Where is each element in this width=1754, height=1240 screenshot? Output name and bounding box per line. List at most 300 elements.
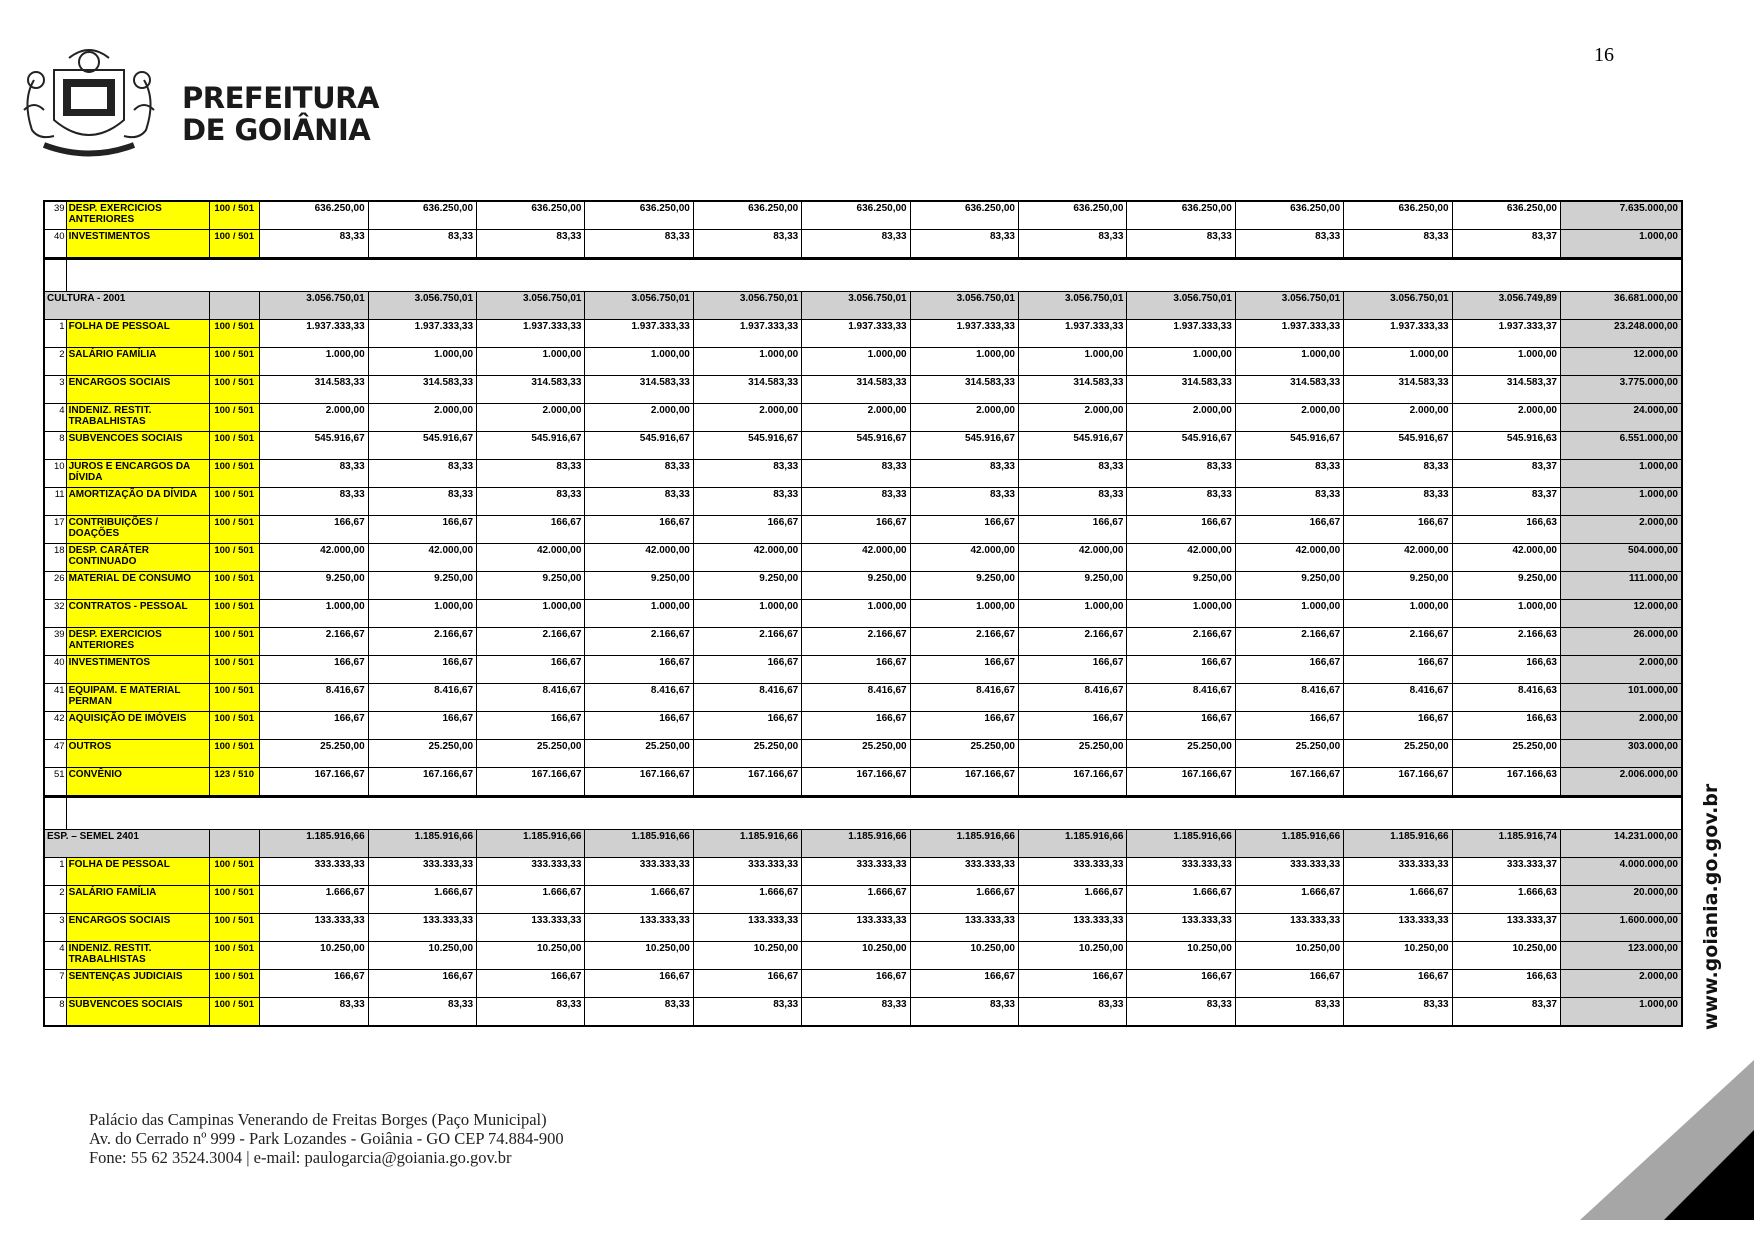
month-value: 8.416,67: [693, 684, 801, 712]
table-row: [44, 460, 1682, 488]
month-value: 83,33: [1235, 998, 1343, 1027]
month-value: 1.000,00: [260, 348, 368, 376]
month-value: 83,33: [910, 230, 1018, 259]
month-value: 2.000,00: [910, 404, 1018, 432]
item-description: CONTRATOS - PESSOAL: [66, 600, 210, 628]
month-value: 83,33: [477, 488, 585, 516]
month-value: 133.333,33: [1127, 914, 1235, 942]
month-value: 167.166,67: [260, 768, 368, 797]
month-value: 333.333,33: [368, 858, 476, 886]
month-value: 1.000,00: [1235, 348, 1343, 376]
row-total: 2.000,00: [1560, 970, 1682, 998]
month-value: 1.666,67: [1235, 886, 1343, 914]
month-value: 83,33: [368, 998, 476, 1027]
month-value: 1.937.333,33: [802, 320, 910, 348]
month-value: 83,37: [1452, 998, 1560, 1027]
month-value: 1.666,67: [368, 886, 476, 914]
month-value: 10.250,00: [1235, 942, 1343, 970]
item-fonte: 100 / 501: [210, 404, 260, 432]
month-value: 83,33: [1019, 460, 1127, 488]
website-url: www.goiania.go.gov.br: [1700, 783, 1722, 1030]
month-value: 636.250,00: [693, 201, 801, 230]
table-row: [44, 572, 1682, 600]
item-fonte: 100 / 501: [210, 970, 260, 998]
month-value: 83,33: [1127, 460, 1235, 488]
section-month-value: 1.185.916,66: [1235, 830, 1343, 858]
item-fonte: 100 / 501: [210, 886, 260, 914]
month-value: 83,33: [1344, 460, 1452, 488]
month-value: 83,33: [585, 488, 693, 516]
footer-line-1: Palácio das Campinas Venerando de Freitas Borges (Paço Municipal): [89, 1110, 547, 1129]
table-row: [44, 858, 1682, 886]
month-value: 166,67: [260, 656, 368, 684]
section-header-row: [44, 830, 1682, 858]
month-value: 166,67: [368, 656, 476, 684]
row-total: 1.000,00: [1560, 998, 1682, 1027]
month-value: 545.916,67: [1235, 432, 1343, 460]
month-value: 8.416,67: [910, 684, 1018, 712]
item-description: CONVÊNIO: [66, 768, 210, 797]
month-value: 10.250,00: [585, 942, 693, 970]
row-total: 111.000,00: [1560, 572, 1682, 600]
section-title: CULTURA - 2001: [44, 292, 210, 320]
section-month-value: 3.056.750,01: [802, 292, 910, 320]
month-value: 314.583,33: [1019, 376, 1127, 404]
month-value: 545.916,67: [260, 432, 368, 460]
row-total: 20.000,00: [1560, 886, 1682, 914]
month-value: 83,33: [260, 460, 368, 488]
month-value: 1.000,00: [368, 600, 476, 628]
month-value: 636.250,00: [910, 201, 1018, 230]
month-value: 314.583,33: [693, 376, 801, 404]
item-description: DESP. EXERCICIOS ANTERIORES: [66, 628, 210, 656]
item-code: 2: [44, 348, 66, 376]
month-value: 133.333,33: [368, 914, 476, 942]
month-value: 166,67: [1019, 970, 1127, 998]
month-value: 10.250,00: [1344, 942, 1452, 970]
month-value: 545.916,67: [802, 432, 910, 460]
month-value: 8.416,67: [1235, 684, 1343, 712]
month-value: 167.166,67: [477, 768, 585, 797]
month-value: 83,33: [585, 460, 693, 488]
month-value: 83,33: [477, 998, 585, 1027]
item-code: 1: [44, 320, 66, 348]
row-total: 2.006.000,00: [1560, 768, 1682, 797]
item-description: INVESTIMENTOS: [66, 656, 210, 684]
month-value: 133.333,33: [477, 914, 585, 942]
month-value: 314.583,33: [1344, 376, 1452, 404]
month-value: 166,67: [1235, 516, 1343, 544]
item-code: 26: [44, 572, 66, 600]
month-value: 333.333,33: [1235, 858, 1343, 886]
month-value: 1.000,00: [1019, 348, 1127, 376]
spacer-row: [44, 259, 1682, 292]
month-value: 166,67: [693, 712, 801, 740]
month-value: 167.166,67: [1127, 768, 1235, 797]
item-code: 4: [44, 404, 66, 432]
month-value: 166,67: [802, 712, 910, 740]
month-value: 545.916,63: [1452, 432, 1560, 460]
item-description: CONTRIBUIÇÕES / DOAÇÕES: [66, 516, 210, 544]
month-value: 166,67: [693, 656, 801, 684]
month-value: 636.250,00: [585, 201, 693, 230]
month-value: 167.166,63: [1452, 768, 1560, 797]
month-value: 166,67: [260, 516, 368, 544]
month-value: 42.000,00: [585, 544, 693, 572]
month-value: 9.250,00: [477, 572, 585, 600]
spacer-cell: [44, 797, 66, 830]
month-value: 333.333,33: [1344, 858, 1452, 886]
month-value: 166,67: [585, 712, 693, 740]
item-code: 17: [44, 516, 66, 544]
month-value: 83,37: [1452, 488, 1560, 516]
section-month-value: 1.185.916,66: [477, 830, 585, 858]
month-value: 42.000,00: [910, 544, 1018, 572]
month-value: 167.166,67: [802, 768, 910, 797]
month-value: 2.166,67: [368, 628, 476, 656]
month-value: 545.916,67: [477, 432, 585, 460]
item-description: SALÁRIO FAMÍLIA: [66, 886, 210, 914]
month-value: 8.416,67: [585, 684, 693, 712]
month-value: 1.937.333,33: [368, 320, 476, 348]
month-value: 83,33: [802, 230, 910, 259]
month-value: 333.333,33: [1019, 858, 1127, 886]
item-fonte: 100 / 501: [210, 544, 260, 572]
section-month-value: 3.056.750,01: [477, 292, 585, 320]
month-value: 545.916,67: [693, 432, 801, 460]
item-code: 40: [44, 230, 66, 259]
month-value: 166,63: [1452, 656, 1560, 684]
section-month-value: 3.056.750,01: [910, 292, 1018, 320]
month-value: 166,67: [910, 970, 1018, 998]
month-value: 42.000,00: [1344, 544, 1452, 572]
section-month-value: 3.056.750,01: [1019, 292, 1127, 320]
section-month-value: 1.185.916,66: [1127, 830, 1235, 858]
section-month-value: 1.185.916,74: [1452, 830, 1560, 858]
month-value: 1.937.333,33: [1127, 320, 1235, 348]
row-total: 1.000,00: [1560, 230, 1682, 259]
month-value: 166,67: [1344, 970, 1452, 998]
month-value: 166,63: [1452, 970, 1560, 998]
section-month-value: 1.185.916,66: [1344, 830, 1452, 858]
item-description: AQUISIÇÃO DE IMÓVEIS: [66, 712, 210, 740]
row-total: 303.000,00: [1560, 740, 1682, 768]
month-value: 1.937.333,33: [477, 320, 585, 348]
month-value: 1.000,00: [910, 348, 1018, 376]
month-value: 1.000,00: [477, 600, 585, 628]
item-description: DESP. CARÁTER CONTINUADO: [66, 544, 210, 572]
row-total: 23.248.000,00: [1560, 320, 1682, 348]
month-value: 166,63: [1452, 516, 1560, 544]
month-value: 314.583,33: [1127, 376, 1235, 404]
corner-decoration: [1580, 1060, 1754, 1220]
month-value: 1.000,00: [585, 600, 693, 628]
month-value: 2.000,00: [1019, 404, 1127, 432]
month-value: 636.250,00: [260, 201, 368, 230]
month-value: 83,33: [802, 460, 910, 488]
month-value: 166,67: [1127, 516, 1235, 544]
month-value: 1.666,67: [693, 886, 801, 914]
month-value: 1.666,67: [1127, 886, 1235, 914]
month-value: 83,33: [585, 230, 693, 259]
month-value: 83,37: [1452, 460, 1560, 488]
month-value: 166,67: [693, 516, 801, 544]
month-value: 166,67: [1127, 712, 1235, 740]
item-description: OUTROS: [66, 740, 210, 768]
month-value: 1.937.333,33: [1235, 320, 1343, 348]
section-month-value: 3.056.749,89: [1452, 292, 1560, 320]
month-value: 42.000,00: [1235, 544, 1343, 572]
month-value: 1.000,00: [585, 348, 693, 376]
month-value: 1.937.333,37: [1452, 320, 1560, 348]
month-value: 25.250,00: [1019, 740, 1127, 768]
section-month-value: 1.185.916,66: [1019, 830, 1127, 858]
table-row: [44, 432, 1682, 460]
month-value: 333.333,37: [1452, 858, 1560, 886]
month-value: 133.333,33: [1235, 914, 1343, 942]
month-value: 9.250,00: [1019, 572, 1127, 600]
item-fonte: 100 / 501: [210, 600, 260, 628]
month-value: 545.916,67: [1344, 432, 1452, 460]
month-value: 133.333,37: [1452, 914, 1560, 942]
row-total: 1.000,00: [1560, 488, 1682, 516]
row-total: 2.000,00: [1560, 516, 1682, 544]
month-value: 83,33: [1019, 230, 1127, 259]
table-row: [44, 628, 1682, 656]
month-value: 1.000,00: [1127, 348, 1235, 376]
month-value: 2.000,00: [368, 404, 476, 432]
month-value: 133.333,33: [260, 914, 368, 942]
month-value: 333.333,33: [260, 858, 368, 886]
month-value: 2.166,63: [1452, 628, 1560, 656]
month-value: 1.000,00: [1452, 348, 1560, 376]
section-month-value: 1.185.916,66: [368, 830, 476, 858]
item-fonte: 100 / 501: [210, 516, 260, 544]
item-code: 47: [44, 740, 66, 768]
spacer-cell: [66, 797, 1682, 830]
table-row: [44, 404, 1682, 432]
month-value: 25.250,00: [910, 740, 1018, 768]
item-description: SALÁRIO FAMÍLIA: [66, 348, 210, 376]
month-value: 83,33: [1344, 998, 1452, 1027]
item-code: 41: [44, 684, 66, 712]
month-value: 83,33: [477, 230, 585, 259]
item-description: INDENIZ. RESTIT. TRABALHISTAS: [66, 404, 210, 432]
month-value: 10.250,00: [693, 942, 801, 970]
month-value: 1.666,67: [585, 886, 693, 914]
month-value: 133.333,33: [802, 914, 910, 942]
month-value: 166,67: [477, 970, 585, 998]
month-value: 166,67: [1235, 970, 1343, 998]
row-total: 504.000,00: [1560, 544, 1682, 572]
month-value: 1.937.333,33: [260, 320, 368, 348]
item-fonte: 100 / 501: [210, 572, 260, 600]
section-month-value: 3.056.750,01: [585, 292, 693, 320]
table-row: [44, 740, 1682, 768]
month-value: 2.166,67: [802, 628, 910, 656]
section-fonte-cell: [210, 830, 260, 858]
month-value: 83,33: [1127, 488, 1235, 516]
month-value: 42.000,00: [477, 544, 585, 572]
item-description: MATERIAL DE CONSUMO: [66, 572, 210, 600]
month-value: 2.000,00: [1235, 404, 1343, 432]
item-description: SENTENÇAS JUDICIAIS: [66, 970, 210, 998]
month-value: 8.416,67: [1019, 684, 1127, 712]
section-total-value: 14.231.000,00: [1560, 830, 1682, 858]
table-row: [44, 712, 1682, 740]
item-code: 39: [44, 201, 66, 230]
month-value: 166,67: [1344, 516, 1452, 544]
table-row: [44, 230, 1682, 259]
item-code: 7: [44, 970, 66, 998]
month-value: 2.166,67: [1019, 628, 1127, 656]
month-value: 83,33: [1019, 488, 1127, 516]
item-fonte: 100 / 501: [210, 998, 260, 1027]
item-code: 10: [44, 460, 66, 488]
table-row: [44, 656, 1682, 684]
month-value: 83,33: [1127, 998, 1235, 1027]
month-value: 8.416,67: [802, 684, 910, 712]
row-total: 123.000,00: [1560, 942, 1682, 970]
section-month-value: 1.185.916,66: [585, 830, 693, 858]
table-row: [44, 970, 1682, 998]
month-value: 1.666,67: [1344, 886, 1452, 914]
month-value: 167.166,67: [1344, 768, 1452, 797]
month-value: 166,67: [368, 970, 476, 998]
month-value: 1.937.333,33: [1019, 320, 1127, 348]
item-fonte: 100 / 501: [210, 432, 260, 460]
month-value: 9.250,00: [368, 572, 476, 600]
month-value: 25.250,00: [260, 740, 368, 768]
item-description: JUROS E ENCARGOS DA DÍVIDA: [66, 460, 210, 488]
table-row: [44, 544, 1682, 572]
month-value: 314.583,37: [1452, 376, 1560, 404]
month-value: 83,33: [585, 998, 693, 1027]
month-value: 83,33: [910, 460, 1018, 488]
month-value: 83,33: [260, 998, 368, 1027]
month-value: 314.583,33: [477, 376, 585, 404]
month-value: 2.000,00: [1127, 404, 1235, 432]
month-value: 83,33: [910, 488, 1018, 516]
section-month-value: 1.185.916,66: [802, 830, 910, 858]
month-value: 166,67: [1127, 970, 1235, 998]
item-code: 1: [44, 858, 66, 886]
month-value: 83,33: [1235, 488, 1343, 516]
month-value: 83,33: [368, 488, 476, 516]
month-value: 42.000,00: [693, 544, 801, 572]
month-value: 83,33: [1127, 230, 1235, 259]
month-value: 25.250,00: [477, 740, 585, 768]
item-code: 11: [44, 488, 66, 516]
table-row: [44, 201, 1682, 230]
table-row: [44, 516, 1682, 544]
month-value: 167.166,67: [585, 768, 693, 797]
month-value: 10.250,00: [1127, 942, 1235, 970]
row-total: 26.000,00: [1560, 628, 1682, 656]
month-value: 83,33: [802, 488, 910, 516]
row-total: 7.635.000,00: [1560, 201, 1682, 230]
month-value: 2.166,67: [585, 628, 693, 656]
row-total: 24.000,00: [1560, 404, 1682, 432]
month-value: 9.250,00: [1127, 572, 1235, 600]
month-value: 25.250,00: [585, 740, 693, 768]
item-description: ENCARGOS SOCIAIS: [66, 376, 210, 404]
table-row: [44, 320, 1682, 348]
month-value: 1.000,00: [1235, 600, 1343, 628]
section-month-value: 3.056.750,01: [260, 292, 368, 320]
footer-line-2: Av. do Cerrado nº 999 - Park Lozandes - Goiânia - GO CEP 74.884-900: [89, 1129, 564, 1148]
item-fonte: 100 / 501: [210, 460, 260, 488]
item-code: 3: [44, 914, 66, 942]
item-fonte: 100 / 501: [210, 320, 260, 348]
item-code: 18: [44, 544, 66, 572]
item-fonte: 100 / 501: [210, 684, 260, 712]
month-value: 1.000,00: [802, 600, 910, 628]
month-value: 1.937.333,33: [1344, 320, 1452, 348]
month-value: 545.916,67: [585, 432, 693, 460]
month-value: 167.166,67: [693, 768, 801, 797]
brand-name: [182, 82, 379, 146]
row-total: 12.000,00: [1560, 348, 1682, 376]
month-value: 166,67: [1344, 656, 1452, 684]
month-value: 8.416,63: [1452, 684, 1560, 712]
item-code: 2: [44, 886, 66, 914]
row-total: 1.600.000,00: [1560, 914, 1682, 942]
month-value: 1.000,00: [1344, 348, 1452, 376]
month-value: 167.166,67: [368, 768, 476, 797]
month-value: 42.000,00: [260, 544, 368, 572]
month-value: 166,67: [477, 656, 585, 684]
item-description: DESP. EXERCICIOS ANTERIORES: [66, 201, 210, 230]
item-fonte: 100 / 501: [210, 942, 260, 970]
item-code: 3: [44, 376, 66, 404]
row-total: 1.000,00: [1560, 460, 1682, 488]
month-value: 8.416,67: [1344, 684, 1452, 712]
section-month-value: 3.056.750,01: [1235, 292, 1343, 320]
month-value: 1.000,00: [1452, 600, 1560, 628]
month-value: 25.250,00: [1452, 740, 1560, 768]
month-value: 25.250,00: [368, 740, 476, 768]
month-value: 9.250,00: [910, 572, 1018, 600]
month-value: 314.583,33: [802, 376, 910, 404]
month-value: 10.250,00: [910, 942, 1018, 970]
month-value: 1.666,67: [802, 886, 910, 914]
month-value: 1.000,00: [368, 348, 476, 376]
row-total: 12.000,00: [1560, 600, 1682, 628]
month-value: 1.000,00: [693, 600, 801, 628]
brand-line-1: PREFEITURA: [182, 81, 379, 115]
month-value: 166,67: [585, 656, 693, 684]
table-row: [44, 942, 1682, 970]
month-value: 333.333,33: [585, 858, 693, 886]
month-value: 314.583,33: [1235, 376, 1343, 404]
month-value: 1.666,63: [1452, 886, 1560, 914]
month-value: 83,33: [693, 998, 801, 1027]
month-value: 83,33: [260, 488, 368, 516]
month-value: 83,33: [260, 230, 368, 259]
month-value: 1.666,67: [260, 886, 368, 914]
month-value: 83,33: [693, 230, 801, 259]
month-value: 545.916,67: [368, 432, 476, 460]
month-value: 83,33: [368, 460, 476, 488]
item-code: 32: [44, 600, 66, 628]
item-description: SUBVENCOES SOCIAIS: [66, 432, 210, 460]
month-value: 42.000,00: [1127, 544, 1235, 572]
row-total: 6.551.000,00: [1560, 432, 1682, 460]
month-value: 314.583,33: [260, 376, 368, 404]
item-fonte: 100 / 501: [210, 201, 260, 230]
item-description: FOLHA DE PESSOAL: [66, 320, 210, 348]
